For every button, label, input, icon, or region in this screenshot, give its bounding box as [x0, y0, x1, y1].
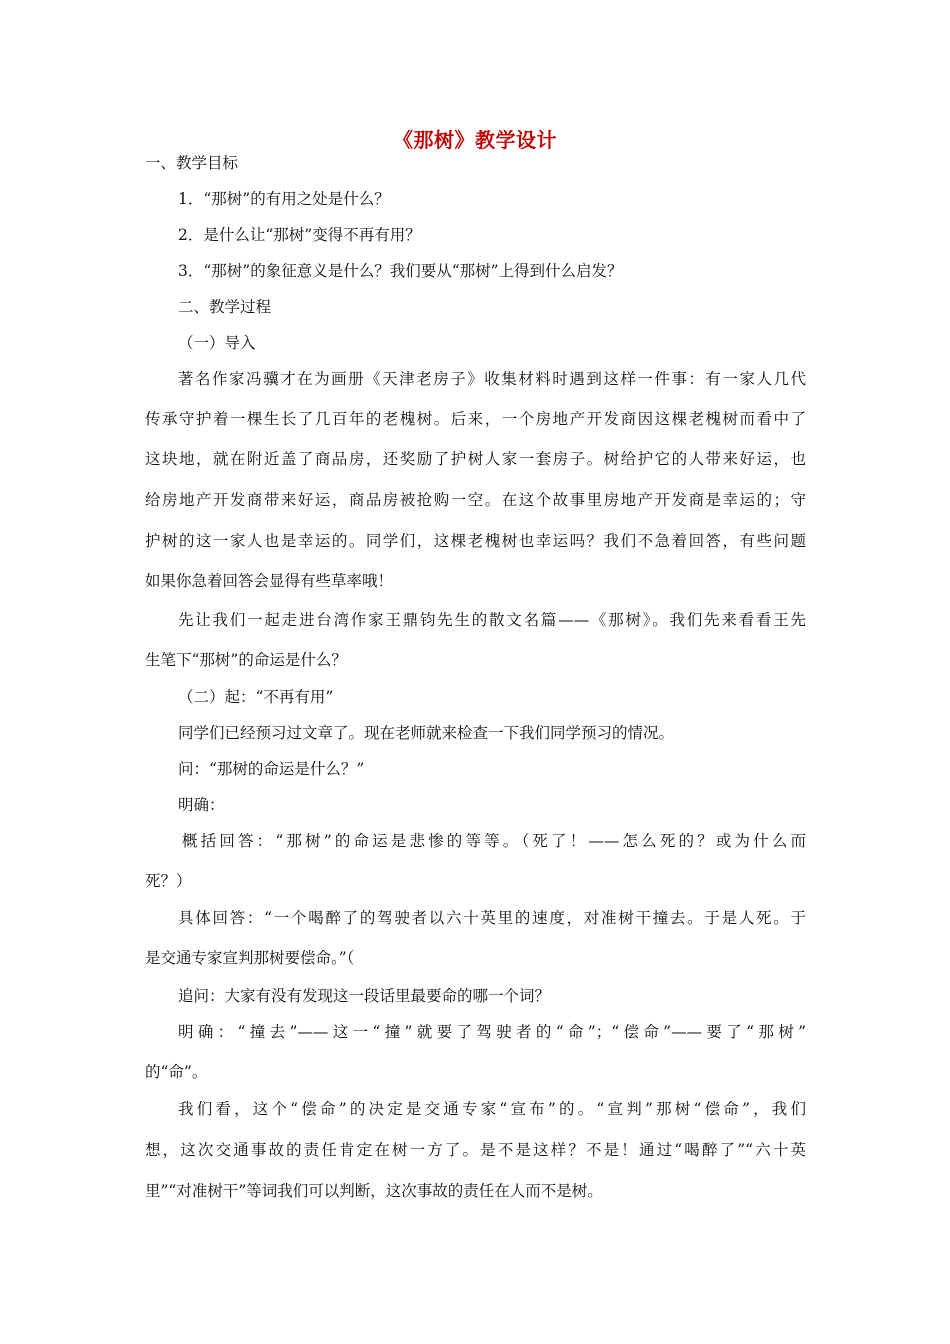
paragraph-line: 明确：“撞去”——这一“撞”就要了驾驶者的“命”；“偿命”——要了“那树”: [178, 1023, 806, 1041]
paragraph-line: 想，这次交通事故的责任肯定在树一方了。是不是这样？不是！通过“喝醉了”“六十英: [145, 1141, 806, 1159]
paragraph-line: 同学们已经预习过文章了。现在老师就来检查一下我们同学预习的情况。: [178, 724, 675, 742]
paragraph-line: 这块地，就在附近盖了商品房，还奖励了护树人家一套房子。树给护它的人带来好运，也: [145, 450, 806, 468]
heading-teaching-goals: 一、教学目标: [145, 154, 239, 172]
question-line: 问：“那树的命运是什么？”: [178, 760, 365, 778]
answer-label: 明确：: [178, 796, 225, 814]
paragraph-line: 的“命”。: [145, 1063, 208, 1081]
paragraph-line: 死？）: [145, 872, 192, 890]
goal-item-2: 2．是什么让“那树”变得不再有用？: [178, 226, 421, 244]
paragraph-line: 概括回答：“那树”的命运是悲惨的等等。（死了！——怎么死的？或为什么而: [182, 832, 806, 850]
paragraph-line: 传承守护着一棵生长了几百年的老槐树。后来，一个房地产开发商因这棵老槐树而看中了: [145, 410, 806, 428]
paragraph-line: 给房地产开发商带来好运，商品房被抢购一空。在这个故事里房地产开发商是幸运的；守: [145, 491, 806, 509]
document-title: 《那树》教学设计: [393, 128, 557, 152]
subheading-intro: （一）导入: [178, 334, 256, 352]
paragraph-line: 著名作家冯骥才在为画册《天津老房子》收集材料时遇到这样一件事：有一家人几代: [178, 370, 806, 388]
paragraph-line: 具体回答：“一个喝醉了的驾驶者以六十英里的速度，对准树干撞去。于是人死。于: [178, 909, 806, 927]
paragraph-line: 里”“对准树干”等词我们可以判断，这次事故的责任在人而不是树。: [145, 1182, 603, 1200]
subheading-part-2: （二）起：“不再有用”: [178, 688, 334, 706]
paragraph-line: 生笔下“那树”的命运是什么？: [145, 651, 347, 669]
paragraph-line: 护树的这一家人也是幸运的。同学们，这棵老槐树也幸运吗？我们不急着回答，有些问题: [145, 532, 806, 550]
heading-teaching-process: 二、教学过程: [178, 298, 272, 316]
paragraph-line: 先让我们一起走进台湾作家王鼎钧先生的散文名篇——《那树》。我们先来看看王先: [178, 611, 806, 629]
goal-item-1: 1．“那树”的有用之处是什么？: [178, 190, 390, 208]
paragraph-line: 是交通专家宣判那树要偿命。”（: [145, 949, 355, 967]
paragraph-line: 如果你急着回答会显得有些草率哦！: [145, 572, 394, 590]
paragraph-line: 我们看，这个“偿命”的决定是交通专家“宣布”的。“宣判”那树“偿命”，我们: [178, 1100, 806, 1118]
goal-item-3: 3．“那树”的象征意义是什么？我们要从“那树”上得到什么启发？: [178, 262, 623, 280]
follow-up-question: 追问：大家有没有发现这一段话里最要命的哪一个词？: [178, 987, 551, 1005]
